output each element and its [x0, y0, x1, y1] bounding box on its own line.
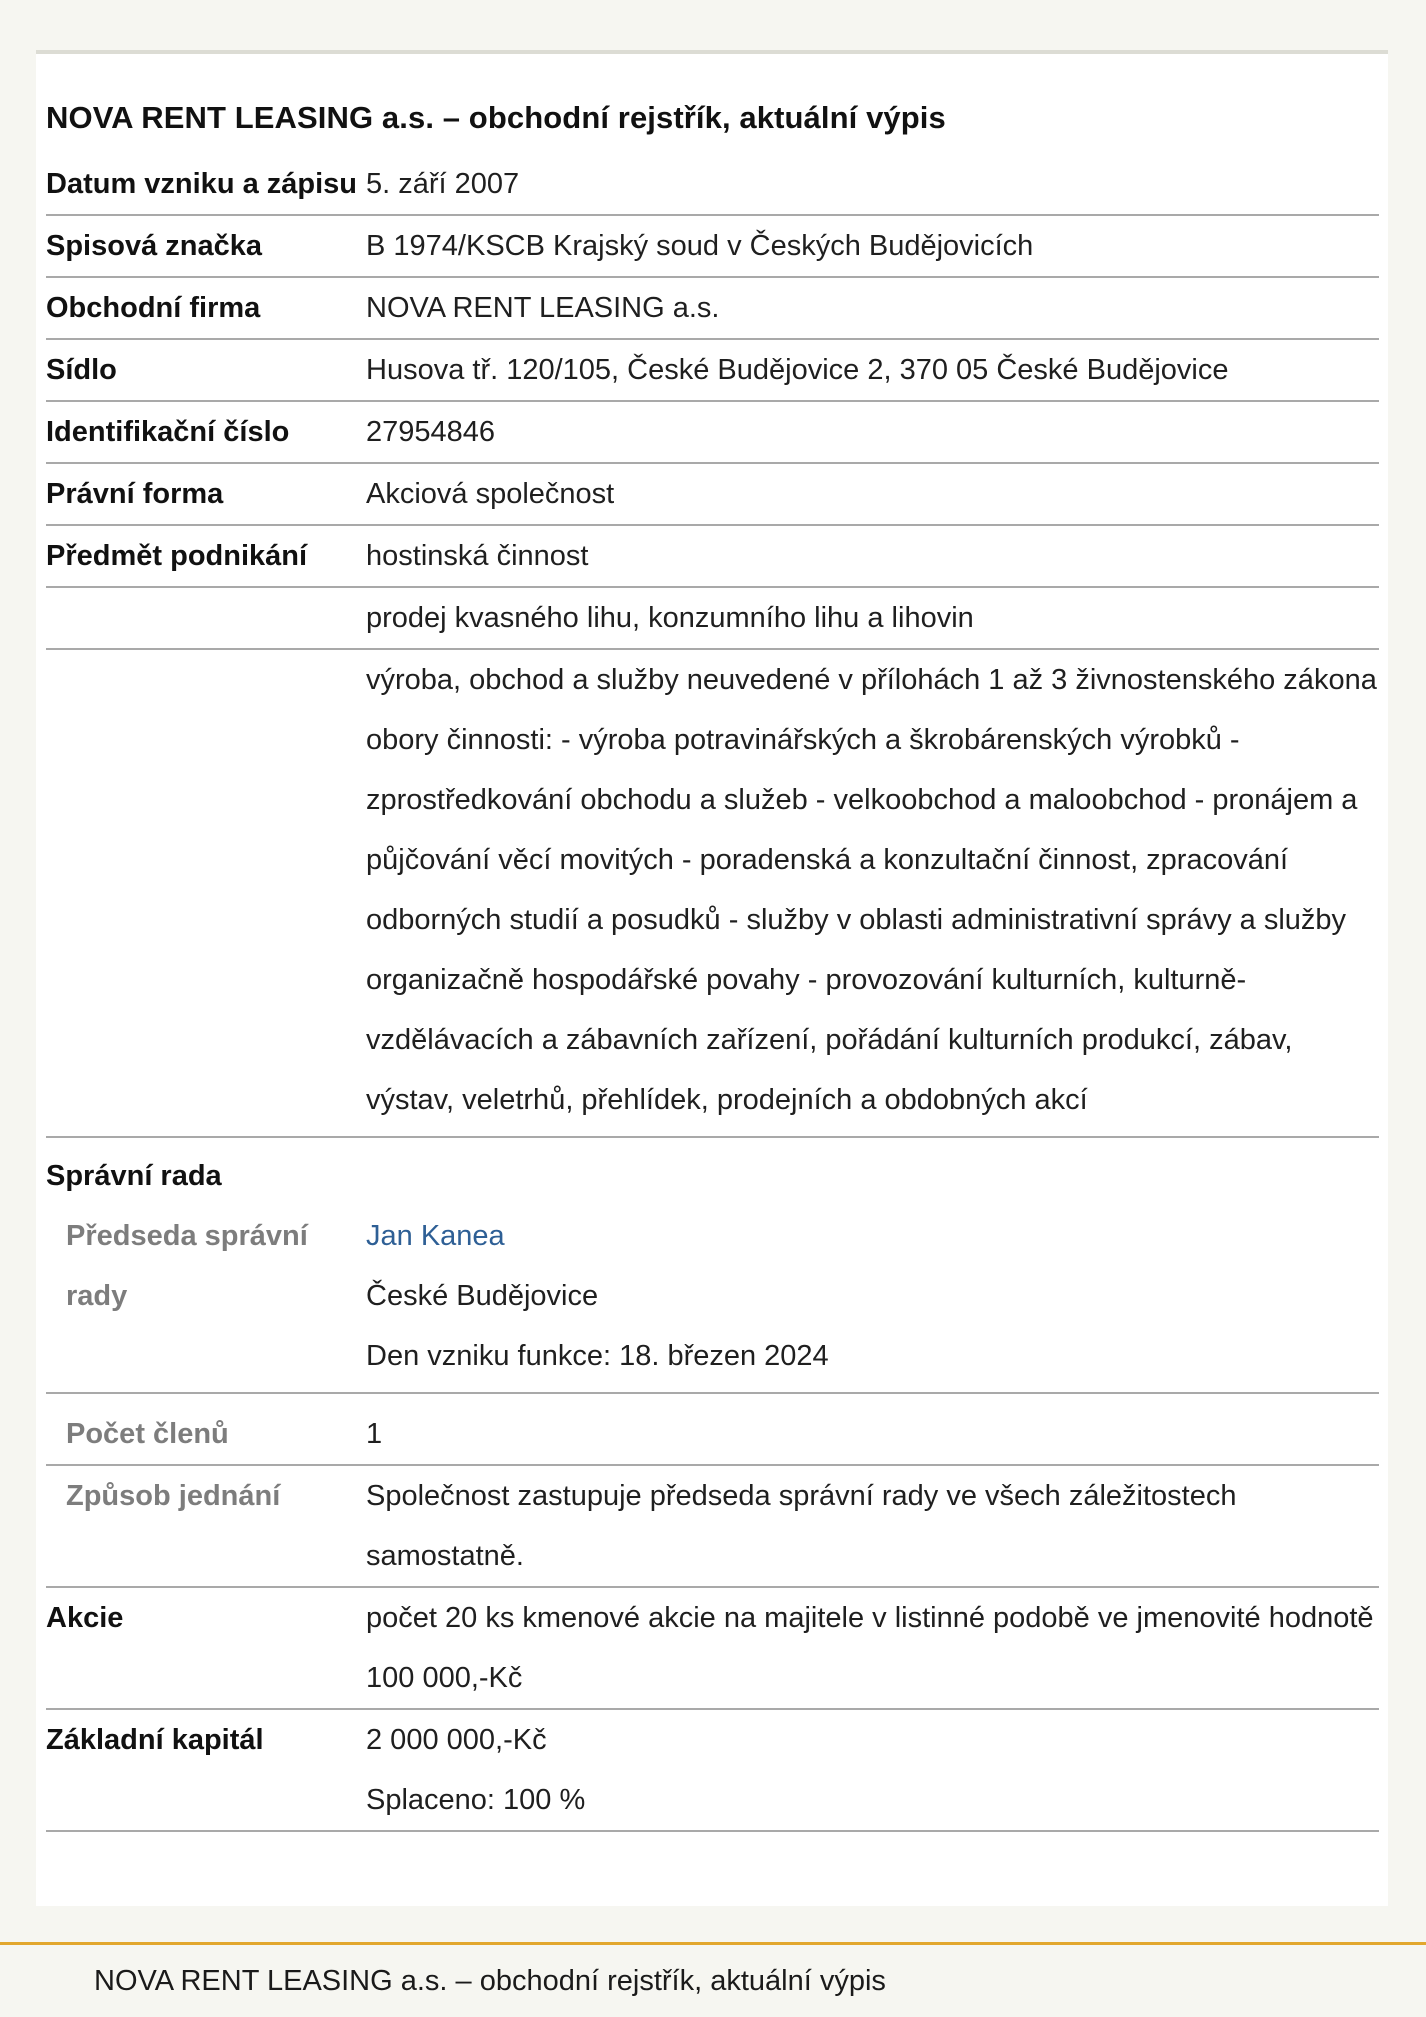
- register-table: [46, 154, 1379, 1832]
- row-value: 27954846: [366, 401, 1379, 463]
- row-value: 5. září 2007: [366, 154, 1379, 215]
- row-label: Spisová značka: [46, 215, 366, 277]
- person-city: České Budějovice: [366, 1280, 599, 1312]
- row-label: Základní kapitál: [46, 1709, 366, 1831]
- row-label: Předmět podnikání: [46, 525, 366, 587]
- row-label-empty: [46, 587, 366, 649]
- row-label: Obchodní firma: [46, 277, 366, 339]
- table-row-jednani: [46, 1465, 1379, 1587]
- register-extract-card: [36, 50, 1388, 1906]
- table-row-spisova: [46, 215, 1379, 277]
- page-title: NOVA RENT LEASING a.s. – obchodní rejstřík, aktuální výpis: [46, 100, 946, 135]
- row-value: NOVA RENT LEASING a.s.: [366, 277, 1379, 339]
- row-label: Právní forma: [46, 463, 366, 525]
- row-value: [366, 1709, 1379, 1831]
- table-row-datum: [46, 154, 1379, 215]
- row-value: výroba, obchod a služby neuvedené v přílohách 1 až 3 živnostenského zákona obory činnosti: - výroba potravinářských a škrobárenských výrobků - zprostředkování obchodu a služeb - velkoobchod a maloobchod - pronájem a půjčování věcí movitých - poradenská a konzultační činnost, zpracování odborných studií a posudků - služby v oblasti administrativní správy a služby organizačně hospodářské povahy - provozování kulturních, kulturně-vzdělávacích a zábavních zařízení, pořádání kulturních produkcí, zábav, výstav, veletrhů, přehlídek, prodejních a obdobných akcí: [366, 649, 1379, 1137]
- row-label: Sídlo: [46, 339, 366, 401]
- table-row-sidlo: [46, 339, 1379, 401]
- row-value: Akciová společnost: [366, 463, 1379, 525]
- footer-text: NOVA RENT LEASING a.s. – obchodní rejstřík, aktuální výpis: [94, 1965, 886, 1997]
- row-value: B 1974/KSCB Krajský soud v Českých Budějovicích: [366, 215, 1379, 277]
- row-label: Akcie: [46, 1587, 366, 1709]
- table-row-akcie: [46, 1587, 1379, 1709]
- row-label: Počet členů: [46, 1393, 366, 1465]
- row-value: [366, 1206, 1379, 1393]
- row-label: Předseda správní rady: [46, 1206, 366, 1393]
- table-row-pocet: [46, 1393, 1379, 1465]
- table-row-predmet-3: [46, 649, 1379, 1137]
- row-value: 1: [366, 1393, 1379, 1465]
- capital-paid: Splaceno: 100 %: [366, 1784, 586, 1816]
- row-value: počet 20 ks kmenové akcie na majitele v listinné podobě ve jmenovité hodnotě 100 000,-Kč: [366, 1587, 1379, 1709]
- row-value: Husova tř. 120/105, České Budějovice 2, 370 05 České Budějovice: [366, 339, 1379, 401]
- table-row-ico: [46, 401, 1379, 463]
- table-row-predseda: [46, 1206, 1379, 1393]
- table-row-predmet: [46, 525, 1379, 587]
- person-since: Den vzniku funkce: 18. březen 2024: [366, 1340, 829, 1372]
- section-heading-row: [46, 1137, 1379, 1206]
- row-value: prodej kvasného lihu, konzumního lihu a lihovin: [366, 587, 1379, 649]
- row-value: Společnost zastupuje předseda správní rady ve všech záležitostech samostatně.: [366, 1465, 1379, 1587]
- capital-amount: 2 000 000,-Kč: [366, 1724, 547, 1756]
- table-row-forma: [46, 463, 1379, 525]
- person-link[interactable]: Jan Kanea: [366, 1220, 505, 1252]
- table-row-predmet-2: [46, 587, 1379, 649]
- row-label: Způsob jednání: [46, 1465, 366, 1587]
- table-row-firma: [46, 277, 1379, 339]
- row-label-empty: [46, 649, 366, 1137]
- row-label: Datum vzniku a zápisu: [46, 154, 366, 215]
- table-row-kapital: [46, 1709, 1379, 1831]
- footer: [0, 1942, 1426, 2017]
- row-label: Identifikační číslo: [46, 401, 366, 463]
- section-heading: Správní rada: [46, 1160, 222, 1192]
- row-value: hostinská činnost: [366, 525, 1379, 587]
